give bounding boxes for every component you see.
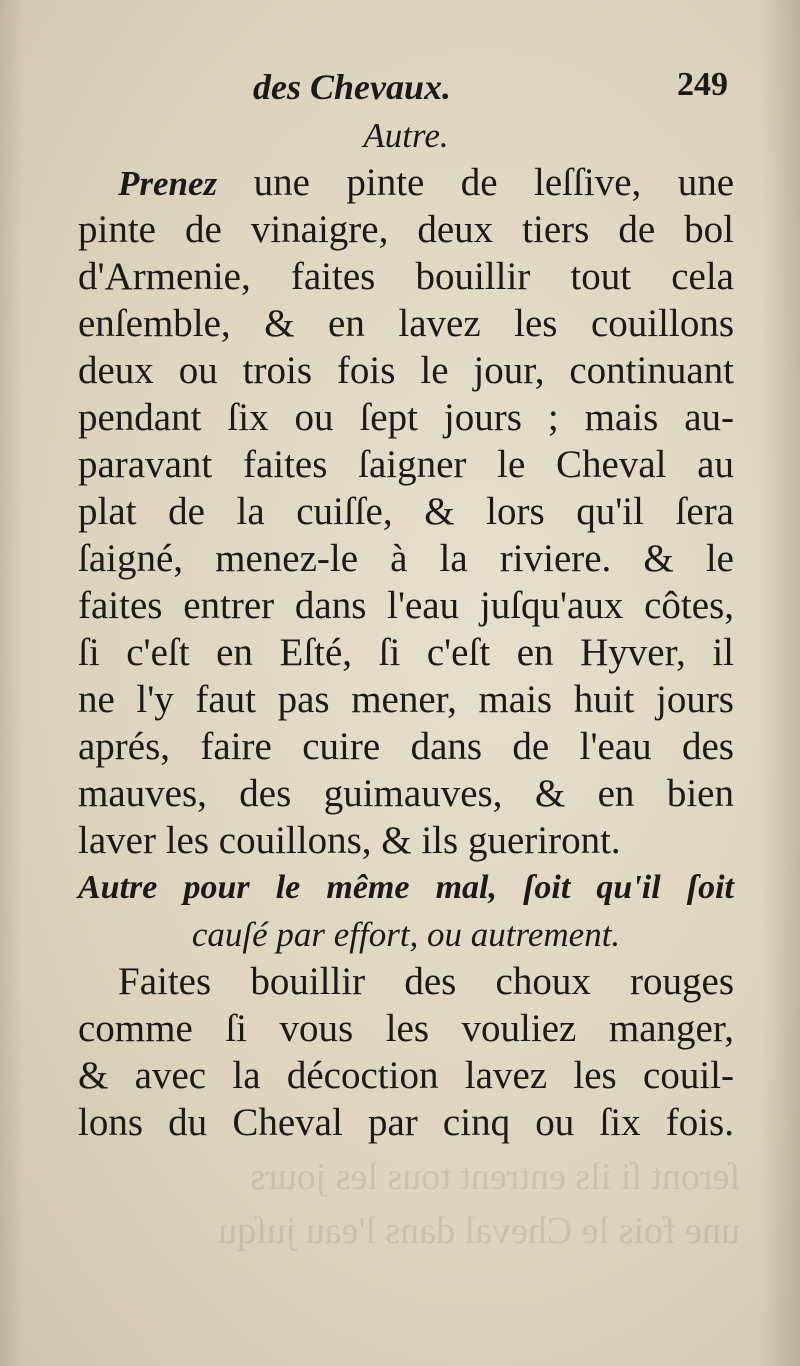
text-line: plat de la cuiſſe, & lors qu'il ſera <box>78 490 734 533</box>
text-line: d'Armenie, faites bouillir tout cela <box>78 255 734 298</box>
text-line: laver les couillons, & ils gueriront. <box>78 819 621 862</box>
spine-shadow <box>760 0 800 1366</box>
running-title: des Chevaux. <box>253 67 451 107</box>
text-line: aprés, faire cuire dans de l'eau des <box>78 725 734 768</box>
text-line: comme ſi vous les vouliez manger, <box>78 1007 734 1050</box>
section-heading: Autre. <box>363 116 449 155</box>
text-line: paravant faites ſaigner le Cheval au <box>78 443 734 486</box>
text-line: pinte de vinaigre, deux tiers de bol <box>78 208 734 251</box>
bleed-line: ſeront ſi ils entrent tous les jours <box>250 1156 740 1198</box>
text-line: ſi c'eſt en Eſté, ſi c'eſt en Hyver, il <box>78 631 734 674</box>
text-line: faites entrer dans l'eau juſqu'aux côtes, <box>78 584 734 627</box>
section-heading: Autre pour le même mal, ſoit qu'il ſoit <box>78 869 734 906</box>
lead-word: Prenez <box>118 164 218 203</box>
text-line: pendant ſix ou ſept jours ; mais au- <box>78 396 734 439</box>
text-line: ne l'y faut pas mener, mais huit jours <box>78 678 734 721</box>
text-line: deux ou trois fois le jour, continuant <box>78 349 734 392</box>
text-line: Faites bouillir des choux rouges <box>118 960 734 1003</box>
text-line: mauves, des guimauves, & en bien <box>78 772 734 815</box>
running-head <box>78 66 728 110</box>
text-line: Prenez une pinte de leſſive, une <box>118 161 735 204</box>
text-line: & avec la décoction lavez les couil- <box>78 1054 734 1097</box>
page-number: 249 <box>677 66 728 103</box>
body-text <box>78 112 734 1146</box>
text-line: lons du Cheval par cinq ou ſix fois. <box>78 1101 734 1144</box>
text-line: ſaigné, menez-le à la riviere. & le <box>78 537 734 580</box>
text-line: enſemble, & en lavez les couillons <box>78 302 734 345</box>
section-heading: cauſé par effort, ou autrement. <box>191 915 621 954</box>
page-edge-shadow <box>0 0 24 1366</box>
bleed-line: une fois le Cheval dans l'eau juſqu <box>218 1210 740 1252</box>
bleed-through-text <box>60 1150 740 1258</box>
